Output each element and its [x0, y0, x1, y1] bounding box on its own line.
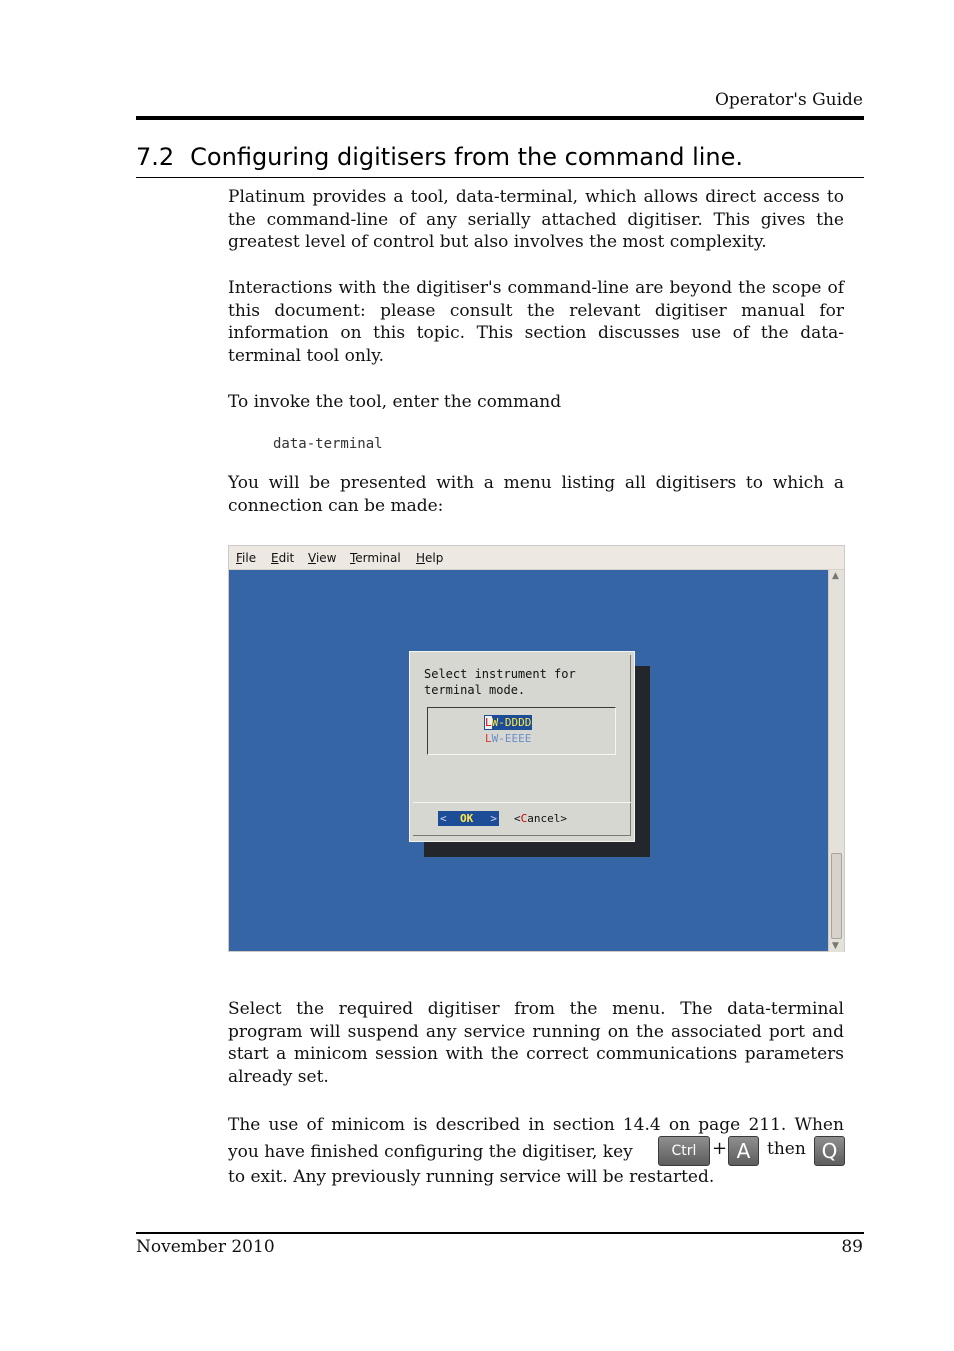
cancel-open-bracket: <: [514, 812, 521, 825]
button-divider: [413, 802, 631, 803]
terminal-menubar: [229, 546, 844, 570]
then-word: then: [767, 1139, 806, 1159]
instrument-select-dialog: [409, 651, 635, 842]
header-rule: [136, 116, 864, 120]
terminal-scrollbar[interactable]: [828, 570, 844, 952]
footer-date: November 2010: [136, 1237, 275, 1257]
instrument-list: [427, 707, 616, 755]
list-item-hotkey: L: [485, 716, 492, 729]
ok-left-bracket: <: [440, 812, 447, 825]
ok-button[interactable]: [438, 811, 499, 826]
menu-terminal[interactable]: Terminal: [350, 551, 401, 565]
command-code: data-terminal: [273, 436, 383, 452]
plus-sign: +: [712, 1138, 728, 1159]
section-rule: [136, 177, 864, 178]
paragraph-invoke: To invoke the tool, enter the command: [228, 392, 562, 412]
cancel-close-bracket: >: [560, 812, 567, 825]
paragraph-scope: Interactions with the digitiser's command-line are beyond the scope of this document: please consult the relevant digitiser manual for information on this topic. This section discusses use of the data-terminal tool only.: [228, 278, 844, 367]
menu-edit[interactable]: Edit: [271, 551, 295, 565]
footer-rule: [136, 1232, 864, 1234]
running-header: Operator's Guide: [714, 90, 863, 110]
page-number: 89: [841, 1237, 863, 1257]
list-item-hotkey: L: [485, 732, 492, 745]
cancel-hotkey: C: [520, 812, 528, 825]
paragraph-intro: Platinum provides a tool, data-terminal, which allows direct access to the command-line of any serially attached digitiser. This gives the greatest level of control but also involves the most complexity.: [228, 187, 844, 253]
dialog-prompt-line1: Select instrument for: [424, 667, 576, 681]
list-item-label: W-EEEE: [491, 732, 532, 745]
scroll-down-icon[interactable]: ▼: [832, 941, 839, 951]
scroll-up-icon[interactable]: ▲: [832, 571, 839, 581]
terminal-screenshot: [228, 545, 845, 952]
ctrl-key-icon: Ctrl: [658, 1136, 710, 1166]
ok-right-bracket: >: [490, 812, 497, 825]
exit-line-1: The use of minicom is described in section 14.4 on page 211. When: [228, 1115, 844, 1135]
dialog-prompt: [424, 666, 576, 698]
scroll-thumb[interactable]: [831, 853, 842, 939]
dialog-prompt-line2: terminal mode.: [424, 683, 526, 697]
cancel-button[interactable]: [514, 811, 567, 826]
list-item-label: W-DDDD: [491, 716, 532, 729]
paragraph-select: Select the required digitiser from the menu. The data-terminal program will suspend any service running on the associated port and start a minicom session with the correct communications parameters already set.: [228, 999, 844, 1088]
q-key-icon: Q: [814, 1136, 845, 1166]
list-item[interactable]: [484, 731, 532, 746]
menu-help[interactable]: Help: [416, 551, 444, 565]
exit-line-2: you have finished configuring the digitiser, key: [228, 1142, 633, 1162]
list-item[interactable]: [484, 715, 532, 730]
paragraph-exit-part2: to exit. Any previously running service will be restarted.: [228, 1167, 715, 1187]
menu-view[interactable]: View: [308, 551, 337, 565]
ok-label: OK: [460, 812, 474, 825]
menu-file[interactable]: File: [236, 551, 257, 565]
section-heading: [136, 143, 743, 171]
a-key-icon: A: [728, 1136, 759, 1166]
section-title: Configuring digitisers from the command line.: [190, 143, 744, 171]
section-number: 7.2: [136, 143, 175, 171]
paragraph-menu: You will be presented with a menu listing all digitisers to which a connection can be made:: [228, 473, 844, 516]
cancel-label: ancel: [527, 812, 561, 825]
